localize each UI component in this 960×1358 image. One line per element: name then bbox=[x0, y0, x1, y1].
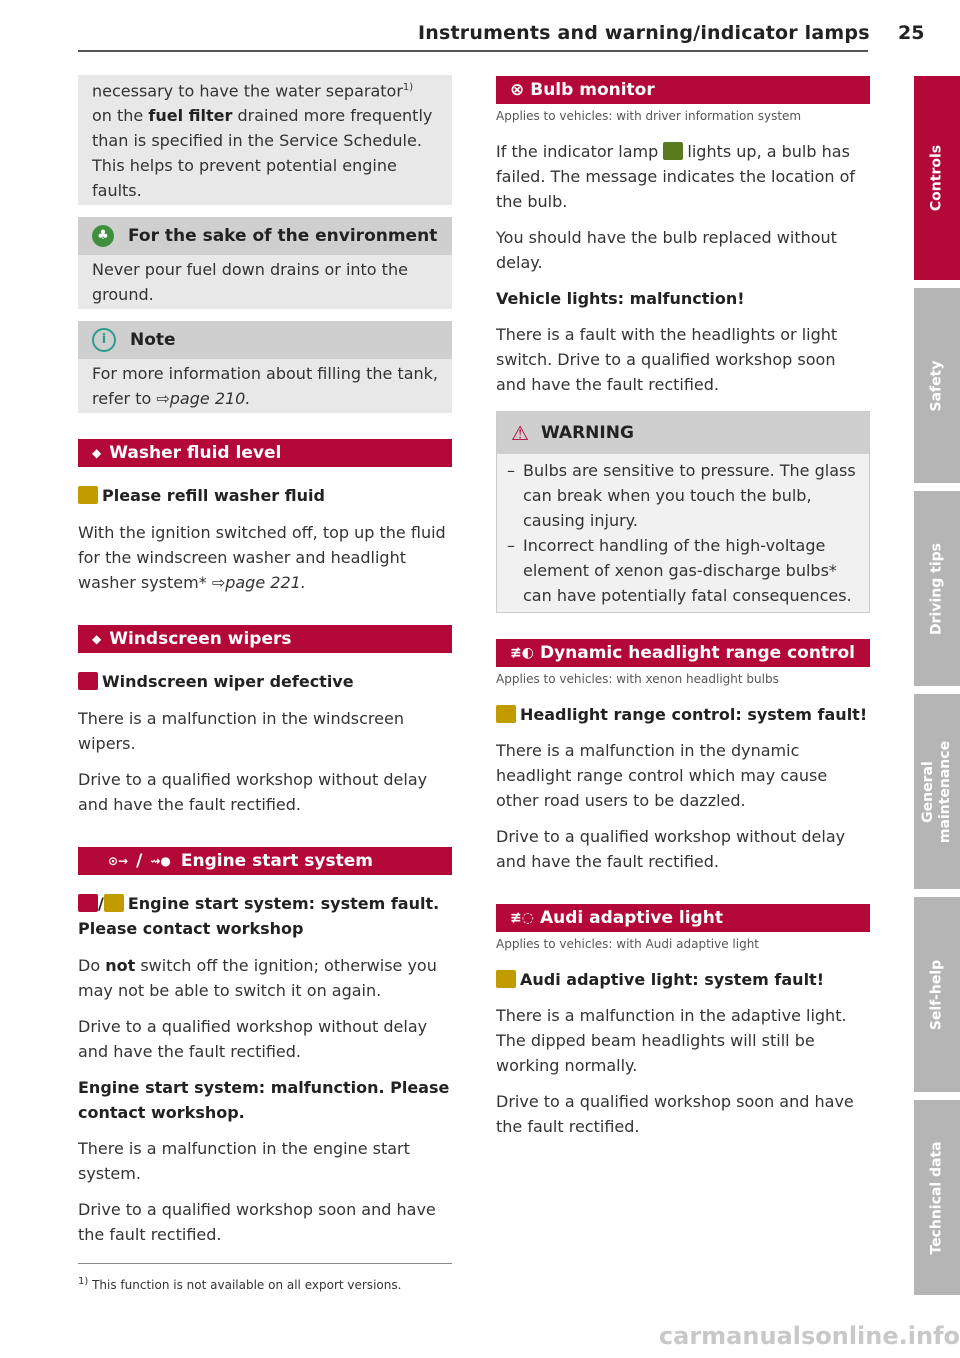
engine-yellow-icon bbox=[104, 894, 124, 912]
right-column bbox=[496, 76, 870, 1139]
engine-heading: ⊙→ / ⇝● Engine start system bbox=[78, 847, 452, 875]
bulb-applies: Applies to vehicles: with driver information system bbox=[496, 109, 802, 123]
headlight-indicator-icon bbox=[496, 705, 516, 723]
bulb-indicator-icon bbox=[663, 142, 683, 160]
tab-technical-data[interactable]: Technical data bbox=[914, 1100, 960, 1295]
tab-safety[interactable]: Safety bbox=[914, 288, 960, 483]
bulb-heading: ⊗ Bulb monitor bbox=[496, 76, 870, 104]
intro-box bbox=[78, 75, 452, 205]
key-icon: ⊙→ bbox=[108, 853, 129, 868]
wipers-heading: ◆ Windscreen wipers bbox=[78, 625, 452, 653]
warning-item: – Bulbs are sensitive to pressure. The glass can break when you touch the bulb, causing injury. bbox=[497, 458, 869, 533]
watermark: carmanualsonline.info bbox=[658, 1322, 960, 1350]
wipers-subheading: Windscreen wiper defective bbox=[78, 669, 452, 694]
bulb-icon: ⊗ bbox=[510, 79, 525, 100]
info-icon: i bbox=[92, 328, 116, 352]
page-number: 25 bbox=[898, 22, 925, 44]
tab-controls[interactable]: Controls bbox=[914, 76, 960, 280]
left-column bbox=[78, 75, 452, 1247]
adaptive-light-icon: ≢◌ bbox=[510, 909, 534, 926]
tab-general-maintenance[interactable]: General maintenance bbox=[914, 694, 960, 889]
engine-subheading: / Engine start system: system fault. Please contact workshop bbox=[78, 894, 440, 939]
wiper-indicator-icon bbox=[78, 672, 98, 690]
washer-icon: ◆ bbox=[92, 445, 102, 460]
environment-icon: ♣ bbox=[92, 225, 114, 247]
engine-text-2: Drive to a qualified workshop without delay and have the fault rectified. bbox=[78, 1017, 428, 1062]
engine-text-3: There is a malfunction in the engine start system. bbox=[78, 1139, 410, 1184]
environment-heading: ♣ For the sake of the environment bbox=[78, 217, 452, 255]
headlight-text-1: There is a malfunction in the dynamic headlight range control which may cause other road users to be dazzled. bbox=[496, 741, 828, 810]
tab-self-help[interactable]: Self-help bbox=[914, 897, 960, 1092]
bulb-text-2: You should have the bulb replaced without delay. bbox=[496, 228, 837, 272]
headlight-text-2: Drive to a qualified workshop without delay and have the fault rectified. bbox=[496, 827, 846, 871]
engine-text-4: Drive to a qualified workshop soon and have the fault rectified. bbox=[78, 1200, 436, 1245]
wipers-text-1: There is a malfunction in the windscreen wipers. bbox=[78, 709, 404, 754]
adaptive-subheading: Audi adaptive light: system fault! bbox=[496, 967, 870, 992]
header-rule bbox=[78, 50, 868, 52]
headlight-applies: Applies to vehicles: with xenon headlight bulbs bbox=[496, 672, 779, 686]
footnote: $^{1)}$ This function is not available on all export versions. bbox=[78, 1276, 402, 1292]
adaptive-indicator-icon bbox=[496, 970, 516, 988]
warning-box bbox=[496, 411, 870, 613]
tab-driving-tips[interactable]: Driving tips bbox=[914, 491, 960, 686]
footnote-rule bbox=[78, 1263, 452, 1264]
note-heading: i Note bbox=[78, 321, 452, 359]
washer-text: With the ignition switched off, top up the fluid for the windscreen washer and headlight washer system* ⇨page 221. bbox=[78, 523, 446, 593]
adaptive-text-1: There is a malfunction in the adaptive light. The dipped beam headlights will still be working normally. bbox=[496, 1006, 847, 1075]
environment-text: Never pour fuel down drains or into the ground. bbox=[92, 260, 408, 305]
key-alert-icon: ⇝● bbox=[150, 853, 171, 868]
engine-text-1: Do not switch off the ignition; otherwise you may not be able to switch it on again. bbox=[78, 956, 437, 1001]
bulb-subheading: Vehicle lights: malfunction! bbox=[496, 289, 745, 308]
warning-item: – Incorrect handling of the high-voltage element of xenon gas-discharge bulbs* can have potentially fatal consequences. bbox=[497, 533, 869, 608]
intro-text: necessary to have the water separator$^{1)}$ on the fuel filter drained more frequently than is specified in the Service Schedule. This helps to prevent potential engine faults. bbox=[92, 81, 433, 201]
adaptive-applies: Applies to vehicles: with Audi adaptive light bbox=[496, 937, 759, 951]
warning-icon: ⚠ bbox=[511, 420, 529, 445]
warning-heading: ⚠ WARNING bbox=[497, 412, 869, 454]
engine-subheading-2: Engine start system: malfunction. Please contact workshop. bbox=[78, 1078, 450, 1123]
headlight-heading: ≢◐ Dynamic headlight range control bbox=[496, 639, 870, 667]
note-text: For more information about filling the tank, refer to ⇨page 210. bbox=[92, 364, 439, 409]
adaptive-heading: ≢◌ Audi adaptive light bbox=[496, 904, 870, 932]
headlight-range-icon: ≢◐ bbox=[510, 644, 534, 661]
washer-heading: ◆ Washer fluid level bbox=[78, 439, 452, 467]
bulb-text-1: If the indicator lamp lights up, a bulb has failed. The message indicates the location of the bulb. bbox=[496, 142, 855, 211]
bulb-text-3: There is a fault with the headlights or light switch. Drive to a qualified workshop soon and have the fault rectified. bbox=[496, 325, 838, 394]
engine-red-icon bbox=[78, 894, 98, 912]
running-header-title: Instruments and warning/indicator lamps bbox=[418, 22, 870, 44]
environment-box bbox=[78, 217, 452, 309]
wiper-icon: ◆ bbox=[92, 631, 102, 646]
note-box bbox=[78, 321, 452, 413]
headlight-subheading: Headlight range control: system fault! bbox=[496, 702, 870, 727]
wipers-text-2: Drive to a qualified workshop without delay and have the fault rectified. bbox=[78, 770, 428, 815]
washer-subheading: Please refill washer fluid bbox=[78, 483, 452, 508]
adaptive-text-2: Drive to a qualified workshop soon and have the fault rectified. bbox=[496, 1092, 854, 1136]
washer-indicator-icon bbox=[78, 486, 98, 504]
